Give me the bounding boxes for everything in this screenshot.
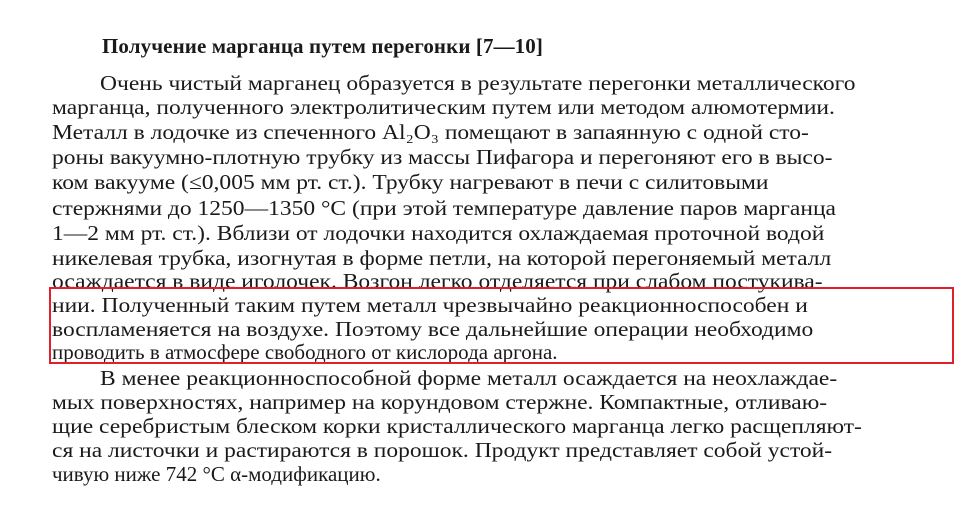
text-line: ся на листочки и растираются в порошок. Продукт представляет собой устой- (52, 438, 833, 462)
text-line: В менее реакционноспособной форме металл осаждается на неохлаждае- (100, 366, 838, 390)
text-line: проводить в атмосфере свободного от кислорода аргона. (52, 340, 558, 364)
text-line: стержнями до 1250—1350 °С (при этой температуре давление паров марганца (52, 196, 836, 220)
text-line: мых поверхностях, например на корундовом стержне. Компактные, отливаю- (52, 390, 828, 414)
text-line: чивую ниже 742 °С α-модификацию. (52, 462, 381, 486)
text-line: ком вакууме (≤0,005 мм рт. ст.). Трубку нагревают в печи с силитовыми (52, 170, 769, 194)
text-line: щие серебристым блеском корки кристаллического марганца легко расщепляют- (52, 414, 862, 438)
section-title: Получение марганца путем перегонки [7—10] (102, 34, 543, 58)
text-line: Металл в лодочке из спеченного Al₂O₃ помещают в запаянную с одной сто- (52, 120, 809, 144)
text-line: марганца, полученного электролитическим путем или методом алюмотермии. (52, 95, 835, 119)
text-line: роны вакуумно-плотную трубку из массы Пифагора и перегоняют его в высо- (52, 145, 833, 169)
text-line: нии. Полученный таким путем металл чрезвычайно реакционноспособен и (52, 293, 808, 317)
text-line: воспламеняется на воздухе. Поэтому все дальнейшие операции необходимо (52, 317, 814, 341)
text-line: Очень чистый марганец образуется в результате перегонки металлического (100, 71, 856, 95)
text-line: никелевая трубка, изогнутая в форме петли, на которой перегоняемый металл (52, 246, 832, 270)
text-line: осаждается в виде иголочек. Возгон легко отделяется при слабом постукива- (52, 269, 823, 293)
text-line: 1—2 мм рт. ст.). Вблизи от лодочки находится охлаждаемая проточной водой (52, 221, 825, 245)
highlight-box (49, 287, 954, 364)
